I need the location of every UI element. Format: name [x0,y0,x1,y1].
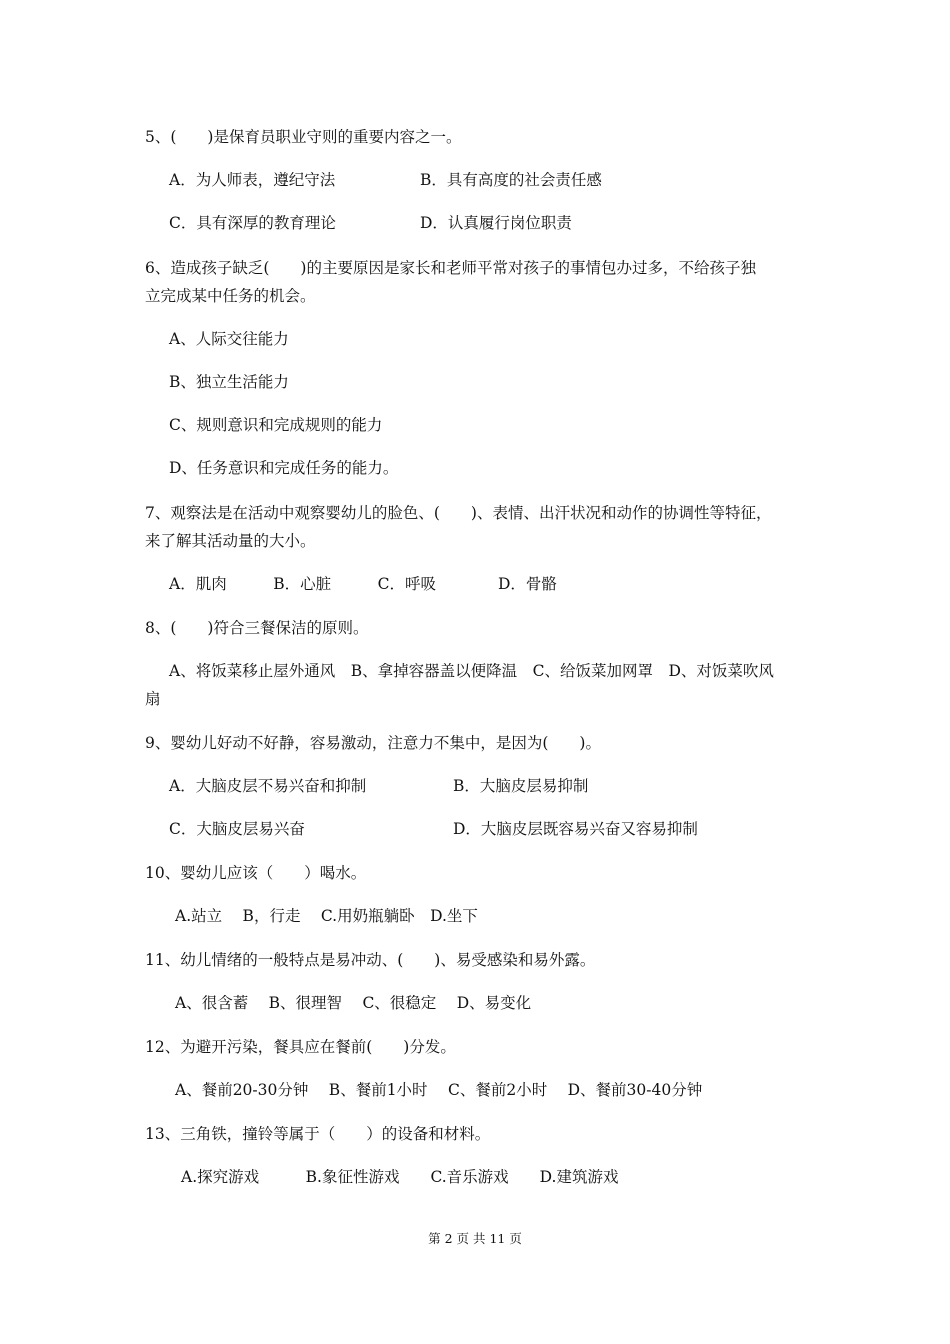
question-10-options: A.站立 B，行走 C.用奶瓶躺卧 D.坐下 [175,907,478,925]
question-10-stem: 10、婴幼儿应该（ ）喝水。 [145,864,367,882]
question-5-option-d: D．认真履行岗位职责 [420,214,572,232]
question-7-stem-line-2: 来了解其活动量的大小。 [145,532,316,550]
question-6-stem-line-2: 立完成某中任务的机会。 [145,287,316,305]
question-5-option-b: B．具有高度的社会责任感 [420,171,602,189]
question-6-option-c: C、规则意识和完成规则的能力 [169,416,383,434]
question-9-option-b: B．大脑皮层易抑制 [453,777,589,795]
question-6-option-b: B、独立生活能力 [169,373,289,391]
question-5-option-a: A．为人师表，遵纪守法 [169,171,336,189]
question-13-options: A.探究游戏 B.象征性游戏 C.音乐游戏 D.建筑游戏 [181,1168,619,1186]
question-12-stem: 12、为避开污染，餐具应在餐前( )分发。 [145,1038,456,1056]
question-6-option-a: A、人际交往能力 [169,330,289,348]
question-9-stem: 9、婴幼儿好动不好静，容易激动，注意力不集中，是因为( )。 [145,734,601,752]
question-8-stem: 8、( )符合三餐保洁的原则。 [145,619,369,637]
page-number-footer: 第 2 页 共 11 页 [428,1231,522,1246]
question-11-options: A、很含蓄 B、很理智 C、很稳定 D、易变化 [175,994,532,1012]
question-8-options-wrap: 扇 [145,690,161,708]
question-9-option-d: D．大脑皮层既容易兴奋又容易抑制 [453,820,698,838]
question-7-stem-line-1: 7、观察法是在活动中观察婴幼儿的脸色、( )、表情、出汗状况和动作的协调性等特征， [145,504,772,522]
question-5-option-c: C．具有深厚的教育理论 [169,214,336,232]
question-5-stem: 5、( )是保育员职业守则的重要内容之一。 [145,128,462,146]
question-6-stem-line-1: 6、造成孩子缺乏( )的主要原因是家长和老师平常对孩子的事情包办过多，不给孩子独 [145,259,756,277]
question-13-stem: 13、三角铁，撞铃等属于（ ）的设备和材料。 [145,1125,491,1143]
question-9-option-a: A．大脑皮层不易兴奋和抑制 [169,777,367,795]
question-8-options: A、将饭菜移止屋外通风 B、拿掉容器盖以便降温 C、给饭菜加网罩 D、对饭菜吹风 [169,662,774,680]
question-11-stem: 11、幼儿情绪的一般特点是易冲动、( )、易受感染和易外露。 [145,951,596,969]
question-7-options: A．肌肉 B．心脏 C．呼吸 D．骨骼 [169,575,557,593]
question-6-option-d: D、任务意识和完成任务的能力。 [169,459,399,477]
question-9-option-c: C．大脑皮层易兴奋 [169,820,305,838]
question-12-options: A、餐前20-30分钟 B、餐前1小时 C、餐前2小时 D、餐前30-40分钟 [175,1081,703,1099]
